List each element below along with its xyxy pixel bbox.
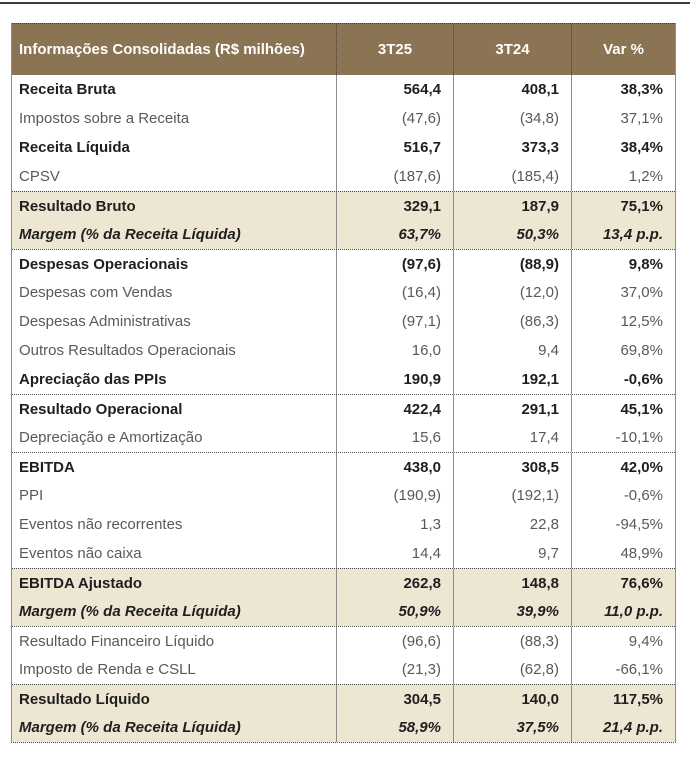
- value-var: 38,3%: [571, 75, 675, 104]
- row-label: Impostos sobre a Receita: [19, 110, 190, 127]
- header-3t24-cell: 3T24: [453, 24, 571, 75]
- value-3t25: 1,3: [336, 510, 453, 539]
- value-3t25: (47,6): [336, 104, 453, 133]
- table-row: [12, 104, 675, 133]
- row-label: Margem (% da Receita Líquida): [19, 719, 241, 736]
- table-row: [12, 278, 675, 307]
- table-body: [12, 75, 675, 742]
- value-3t24: (192,1): [453, 481, 571, 510]
- value-3t24: 37,5%: [453, 713, 571, 742]
- row-label: Resultado Financeiro Líquido: [19, 632, 215, 650]
- table-row: [12, 365, 675, 394]
- table-row: [12, 510, 675, 539]
- value-3t25: (21,3): [336, 655, 453, 684]
- value-3t24: (88,9): [453, 250, 571, 278]
- table-row: [12, 452, 675, 481]
- table-row: [12, 423, 675, 452]
- value-var: 37,1%: [571, 104, 675, 133]
- value-3t24: 373,3: [453, 133, 571, 162]
- value-3t25: (97,1): [336, 307, 453, 336]
- row-label: Imposto de Renda e CSLL: [19, 661, 196, 678]
- value-3t25: 58,9%: [336, 713, 453, 742]
- value-3t24: (12,0): [453, 278, 571, 307]
- value-var: 11,0 p.p.: [571, 597, 675, 626]
- value-var: -0,6%: [571, 481, 675, 510]
- value-3t24: 140,0: [453, 685, 571, 713]
- value-3t25: (187,6): [336, 162, 453, 191]
- row-label: Resultado Líquido: [19, 690, 150, 708]
- value-var: 37,0%: [571, 278, 675, 307]
- table-row: [12, 133, 675, 162]
- value-3t25: 516,7: [336, 133, 453, 162]
- row-label: CPSV: [19, 168, 60, 185]
- table-row: [12, 162, 675, 191]
- value-3t25: (96,6): [336, 627, 453, 655]
- value-3t24: 291,1: [453, 395, 571, 423]
- table-row: [12, 75, 675, 104]
- value-3t24: 17,4: [453, 423, 571, 452]
- value-var: 76,6%: [571, 569, 675, 597]
- row-label: Margem (% da Receita Líquida): [19, 603, 241, 620]
- table-row: [12, 307, 675, 336]
- row-label: EBITDA: [19, 458, 75, 476]
- consolidated-financials-table: [11, 23, 676, 743]
- value-3t25: 16,0: [336, 336, 453, 365]
- value-3t25: 564,4: [336, 75, 453, 104]
- value-3t25: 422,4: [336, 395, 453, 423]
- table-row: [12, 568, 675, 597]
- value-var: 69,8%: [571, 336, 675, 365]
- value-3t24: 22,8: [453, 510, 571, 539]
- row-label: Eventos não recorrentes: [19, 516, 183, 533]
- value-3t25: (97,6): [336, 250, 453, 278]
- value-3t25: 63,7%: [336, 220, 453, 249]
- value-3t24: 192,1: [453, 365, 571, 394]
- row-label: Outros Resultados Operacionais: [19, 342, 236, 359]
- table-row: [12, 249, 675, 278]
- row-label: Despesas com Vendas: [19, 284, 173, 301]
- row-label: Despesas Administrativas: [19, 313, 191, 330]
- table-row: [12, 220, 675, 249]
- value-var: 48,9%: [571, 539, 675, 568]
- row-label: Eventos não caixa: [19, 545, 142, 562]
- value-var: -94,5%: [571, 510, 675, 539]
- row-label: Apreciação das PPIs: [19, 371, 167, 388]
- value-3t25: 50,9%: [336, 597, 453, 626]
- value-3t25: 438,0: [336, 453, 453, 481]
- table-row: [12, 626, 675, 655]
- value-3t24: (86,3): [453, 307, 571, 336]
- table-row: [12, 684, 675, 713]
- table-header-row: [12, 23, 675, 75]
- value-3t25: (16,4): [336, 278, 453, 307]
- header-var-cell: Var %: [571, 24, 675, 75]
- value-3t24: 148,8: [453, 569, 571, 597]
- value-var: 117,5%: [571, 685, 675, 713]
- row-label: EBITDA Ajustado: [19, 574, 143, 592]
- row-label: Resultado Operacional: [19, 400, 183, 418]
- table-row: [12, 539, 675, 568]
- value-var: 9,8%: [571, 250, 675, 278]
- value-3t25: (190,9): [336, 481, 453, 510]
- row-label: Receita Líquida: [19, 139, 130, 156]
- row-label: Resultado Bruto: [19, 197, 136, 215]
- row-label: Despesas Operacionais: [19, 255, 189, 273]
- value-var: 9,4%: [571, 627, 675, 655]
- row-label: Depreciação e Amortização: [19, 429, 203, 446]
- table-row: [12, 336, 675, 365]
- table-row: [12, 481, 675, 510]
- value-3t24: 187,9: [453, 192, 571, 220]
- table-row: [12, 597, 675, 626]
- value-3t24: 308,5: [453, 453, 571, 481]
- value-3t25: 304,5: [336, 685, 453, 713]
- value-3t24: (185,4): [453, 162, 571, 191]
- value-3t25: 329,1: [336, 192, 453, 220]
- value-3t24: (34,8): [453, 104, 571, 133]
- value-3t24: 50,3%: [453, 220, 571, 249]
- value-3t25: 14,4: [336, 539, 453, 568]
- value-var: 42,0%: [571, 453, 675, 481]
- value-var: -66,1%: [571, 655, 675, 684]
- value-var: 75,1%: [571, 192, 675, 220]
- value-3t25: 15,6: [336, 423, 453, 452]
- header-title-cell: Informações Consolidadas (R$ milhões): [19, 41, 305, 58]
- value-3t25: 262,8: [336, 569, 453, 597]
- value-var: 38,4%: [571, 133, 675, 162]
- page-top-rule: [0, 2, 690, 4]
- row-label: Margem (% da Receita Líquida): [19, 226, 241, 243]
- table-row: [12, 191, 675, 220]
- table-row: [12, 394, 675, 423]
- value-var: -10,1%: [571, 423, 675, 452]
- value-3t24: (88,3): [453, 627, 571, 655]
- row-label: PPI: [19, 487, 44, 504]
- value-var: 12,5%: [571, 307, 675, 336]
- value-var: 45,1%: [571, 395, 675, 423]
- value-3t25: 190,9: [336, 365, 453, 394]
- value-var: 21,4 p.p.: [571, 713, 675, 742]
- table-row: [12, 655, 675, 684]
- value-var: -0,6%: [571, 365, 675, 394]
- value-var: 1,2%: [571, 162, 675, 191]
- value-3t24: 408,1: [453, 75, 571, 104]
- value-3t24: (62,8): [453, 655, 571, 684]
- value-3t24: 9,4: [453, 336, 571, 365]
- value-var: 13,4 p.p.: [571, 220, 675, 249]
- row-label: Receita Bruta: [19, 81, 116, 98]
- table-row: [12, 713, 675, 742]
- value-3t24: 9,7: [453, 539, 571, 568]
- header-3t25-cell: 3T25: [336, 24, 453, 75]
- value-3t24: 39,9%: [453, 597, 571, 626]
